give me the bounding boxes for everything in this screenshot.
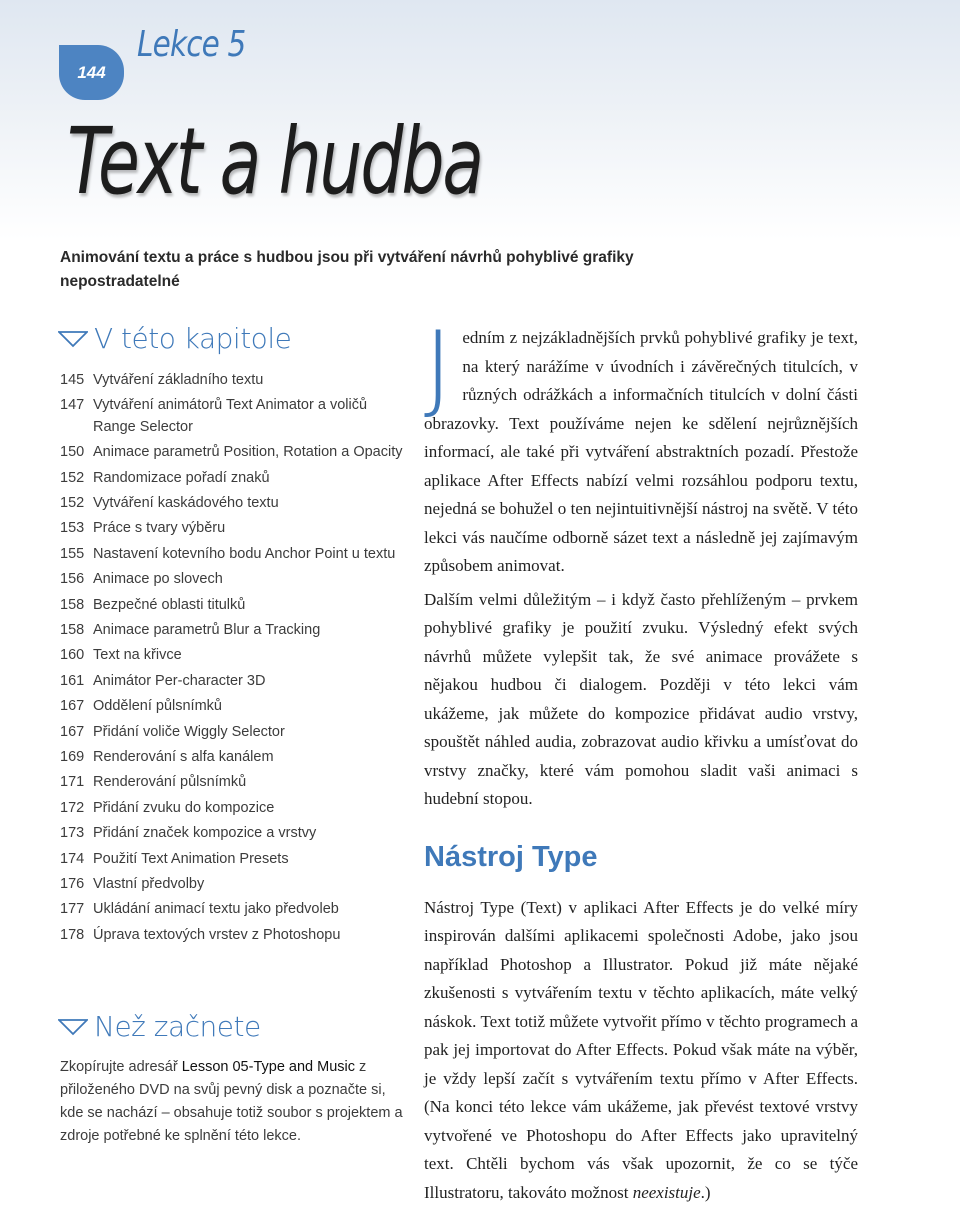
toc-item xyxy=(60,849,405,871)
toc-page-number: 173 xyxy=(60,825,85,842)
type-tool-heading: Nástroj Type xyxy=(424,840,598,873)
before-text-part1: Zkopírujte adresář xyxy=(60,1059,182,1075)
toc-item-label: Použití Text Animation Presets xyxy=(93,850,289,867)
lesson-folder-name: Lesson 05-Type and Music xyxy=(181,1059,355,1075)
chapter-contents-title: V této kapitole xyxy=(94,322,292,355)
toc-page-number: 147 xyxy=(60,397,85,414)
chapter-contents-list xyxy=(60,370,405,950)
triangle-down-icon xyxy=(58,1018,88,1036)
toc-page-number: 156 xyxy=(60,571,85,588)
toc-item-label: Animace parametrů Position, Rotation a Opacity xyxy=(93,444,403,461)
toc-page-number: 145 xyxy=(60,372,85,388)
toc-item xyxy=(60,823,405,845)
toc-item xyxy=(60,722,405,744)
toc-item xyxy=(60,798,405,820)
before-start-heading xyxy=(58,1010,261,1043)
before-start-text xyxy=(60,1056,405,1148)
toc-item-label: Animace parametrů Blur a Tracking xyxy=(93,622,321,639)
toc-item-label: Přidání zvuku do kompozice xyxy=(93,799,275,816)
toc-item-label: Přidání voliče Wiggly Selector xyxy=(93,723,285,740)
toc-item-label: Renderování s alfa kanálem xyxy=(93,748,274,765)
page-number: 144 xyxy=(77,62,106,82)
page-number-badge xyxy=(59,45,124,100)
toc-item-label: Vlastní předvolby xyxy=(93,875,205,892)
toc-page-number: 158 xyxy=(60,596,85,613)
toc-item-label: Oddělení půlsnímků xyxy=(93,698,222,715)
toc-page-number: 172 xyxy=(60,799,85,816)
toc-page-number: 155 xyxy=(60,545,85,562)
toc-page-number: 158 xyxy=(60,622,85,639)
toc-page-number: 171 xyxy=(60,774,85,791)
toc-page-number: 152 xyxy=(60,469,85,486)
toc-page-number: 169 xyxy=(60,748,85,765)
toc-item xyxy=(60,395,405,438)
toc-item xyxy=(60,442,405,464)
type-tool-paragraph xyxy=(424,894,858,1208)
toc-item xyxy=(60,874,405,896)
toc-item xyxy=(60,899,405,921)
toc-item xyxy=(60,925,405,947)
toc-page-number: 177 xyxy=(60,901,85,918)
chapter-contents-heading xyxy=(58,322,291,355)
toc-page-number: 153 xyxy=(60,520,85,537)
toc-page-number: 161 xyxy=(60,672,85,689)
toc-item-label: Ukládání animací textu jako předvoleb xyxy=(93,901,339,918)
toc-page-number: 167 xyxy=(60,698,85,715)
toc-item xyxy=(60,518,405,540)
drop-cap: J xyxy=(424,311,453,423)
toc-item-label: Renderování půlsnímků xyxy=(93,774,247,791)
toc-item xyxy=(60,544,405,566)
toc-item-label: Vytváření základního textu xyxy=(93,372,264,388)
triangle-down-icon xyxy=(58,330,88,348)
toc-item-label: Randomizace pořadí znaků xyxy=(93,469,270,486)
main-text-column xyxy=(424,311,858,1207)
lesson-label: Lekce 5 xyxy=(137,24,246,65)
sound-paragraph: Dalším velmi důležitým – i když často přehlíženým – prvkem pohyblivé grafiky je použití zvuku. Výsledný efekt svých návrhů můžete vylepšit tak, že své animace provážete s nějakou hudbou či dialogem. Později v této lekci vám ukážeme, jak můžete do kompozice přidávat audio vrstvy, spouštět náhled audia, zobrazovat audio křivku a umísťovat do vrstvy značky, které vám pomohou sladit vaši animaci s hudební stopou. xyxy=(424,589,858,808)
toc-item-label: Animace po slovech xyxy=(93,571,223,588)
intro-paragraph xyxy=(424,311,858,581)
toc-item xyxy=(60,493,405,515)
toc-page-number: 167 xyxy=(60,723,85,740)
toc-item xyxy=(60,468,405,490)
toc-page-number: 150 xyxy=(60,444,85,461)
toc-item-label: Nastavení kotevního bodu Anchor Point u textu xyxy=(93,545,396,562)
paragraph-1-text: edním z nejzákladnějších prvků pohyblivé grafiky je text, na který narážíme v úvodních i závěrečných titulcích, v různých odrážkách a informačních titulcích v dolní části obrazovky. Text používáme nejen ke sdělení nejrůznějších informací, ale také při vytváření abstraktních pozadí. Přestože aplikace After Effects nabízí velmi rozsáhlou podporu textu, nejedná se bohužel o ten nejintuitivnější nástroj na světě. V této lekci vás naučíme odborně sázet text a následně jej zajímavým způsobem animovat. xyxy=(424,328,858,575)
toc-page-number: 176 xyxy=(60,875,85,892)
toc-item-label: Vytváření animátorů Text Animator a voličů Range Selector xyxy=(93,397,368,435)
before-text-part2: z přiloženého DVD na svůj pevný disk a poznačte si, kde se nachází – obsahuje totiž soubor s projektem a zdroje potřebné ke splnění této lekce. xyxy=(60,1059,403,1144)
toc-item-label: Práce s tvary výběru xyxy=(93,520,226,537)
toc-item xyxy=(60,772,405,794)
toc-item xyxy=(60,620,405,642)
toc-page-number: 174 xyxy=(60,850,85,867)
toc-item xyxy=(60,569,405,591)
toc-item xyxy=(60,595,405,617)
toc-item xyxy=(60,696,405,718)
paragraph-3-end: .) xyxy=(700,1182,711,1202)
chapter-title: Text a hudba xyxy=(67,108,482,215)
toc-item xyxy=(60,747,405,769)
toc-item xyxy=(60,370,405,392)
emphasis-text: neexistuje xyxy=(632,1182,701,1202)
toc-item-label: Přidání značek kompozice a vrstvy xyxy=(93,825,317,842)
toc-item-label: Úprava textových vrstev z Photoshopu xyxy=(93,926,341,943)
toc-page-number: 178 xyxy=(60,926,85,943)
toc-item-label: Text na křivce xyxy=(93,647,182,664)
toc-item-label: Vytváření kaskádového textu xyxy=(93,495,279,512)
toc-page-number: 152 xyxy=(60,495,85,512)
chapter-intro: Animování textu a práce s hudbou jsou při vytváření návrhů pohyblivé grafiky nepostradatelné xyxy=(60,249,634,290)
before-start-title: Než začnete xyxy=(94,1010,261,1043)
paragraph-3-text: Nástroj Type (Text) v aplikaci After Effects je do velké míry inspirován dalšími aplikacemi společnosti Adobe, jako jsou například Photoshop a Illustrator. Pokud již máte nějaké zkušenosti s vytvářením textu v těchto aplikacích, máte velký náskok. Text totiž můžete vytvořit přímo v těchto programech a pak jej importovat do After Effects. Pokud však máte na výběr, je vždy lepší začít s vytvářením textu přímo v After Effects. (Na konci této lekce vám ukážeme, jak převést textové vrstvy vytvořené ve Photoshopu do After Effects jako upravitelný text. Chtěli bychom vás však upozornit, že co se týče Illustratoru, takováto možnost xyxy=(424,897,858,1202)
toc-item-label: Bezpečné oblasti titulků xyxy=(93,596,246,613)
toc-page-number: 160 xyxy=(60,647,85,664)
toc-item xyxy=(60,671,405,693)
toc-item-label: Animátor Per-character 3D xyxy=(93,672,266,689)
toc-item xyxy=(60,645,405,667)
